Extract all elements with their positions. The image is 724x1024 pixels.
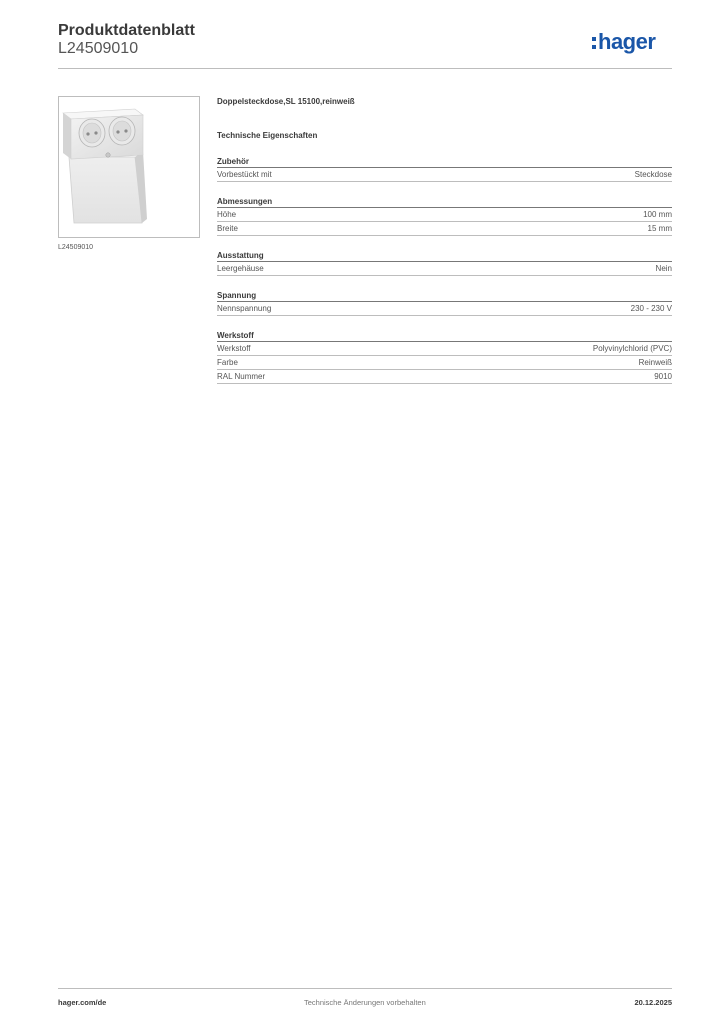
property-row	[217, 262, 672, 276]
group-abmessungen	[217, 196, 672, 236]
group-title: Spannung	[217, 290, 672, 302]
footer-date: 20.12.2025	[634, 998, 672, 1007]
property-value: Polyvinylchlorid (PVC)	[592, 344, 672, 353]
hager-logo	[592, 28, 672, 58]
property-value: Reinweiß	[638, 358, 672, 367]
property-label: Nennspannung	[217, 304, 272, 313]
group-zubehoer	[217, 156, 672, 182]
article-number: L24509010	[58, 40, 139, 57]
group-title: Zubehör	[217, 156, 672, 168]
property-label: Leergehäuse	[217, 264, 264, 273]
property-value: 230 - 230 V	[630, 304, 672, 313]
group-title: Werkstoff	[217, 330, 672, 342]
footer-divider	[58, 988, 672, 989]
property-row	[217, 208, 672, 222]
property-value: 100 mm	[643, 210, 672, 219]
property-row	[217, 302, 672, 316]
property-row	[217, 222, 672, 236]
property-value: Steckdose	[634, 170, 672, 179]
product-name: Doppelsteckdose,SL 15100,reinweiß	[217, 97, 355, 106]
header-divider	[58, 68, 672, 69]
property-label: Farbe	[217, 358, 238, 367]
property-row	[217, 356, 672, 370]
page-footer	[58, 998, 672, 1010]
hager-logo-icon	[592, 28, 672, 58]
property-label: Vorbestückt mit	[217, 170, 272, 179]
property-label: Breite	[217, 224, 238, 233]
product-details	[217, 96, 672, 384]
property-value: Nein	[655, 264, 672, 273]
page-title: Produktdatenblatt	[58, 22, 195, 39]
footer-website-link[interactable]: hager.com/de	[58, 998, 107, 1007]
image-caption: L24509010	[58, 244, 94, 251]
page-header	[58, 20, 672, 68]
section-heading: Technische Eigenschaften	[217, 131, 318, 140]
group-title: Ausstattung	[217, 250, 672, 262]
property-value: 9010	[654, 372, 672, 381]
svg-text:hager: hager	[598, 29, 656, 54]
property-value: 15 mm	[647, 224, 672, 233]
property-row	[217, 168, 672, 182]
group-ausstattung	[217, 250, 672, 276]
footer-disclaimer: Technische Änderungen vorbehalten	[304, 998, 426, 1007]
property-row	[217, 370, 672, 384]
property-label: Werkstoff	[217, 344, 251, 353]
product-socket-illustration	[59, 97, 199, 237]
product-image	[58, 96, 200, 238]
property-label: RAL Nummer	[217, 372, 266, 381]
property-row	[217, 342, 672, 356]
property-label: Höhe	[217, 210, 237, 219]
group-spannung	[217, 290, 672, 316]
group-title: Abmessungen	[217, 196, 672, 208]
group-werkstoff	[217, 330, 672, 384]
